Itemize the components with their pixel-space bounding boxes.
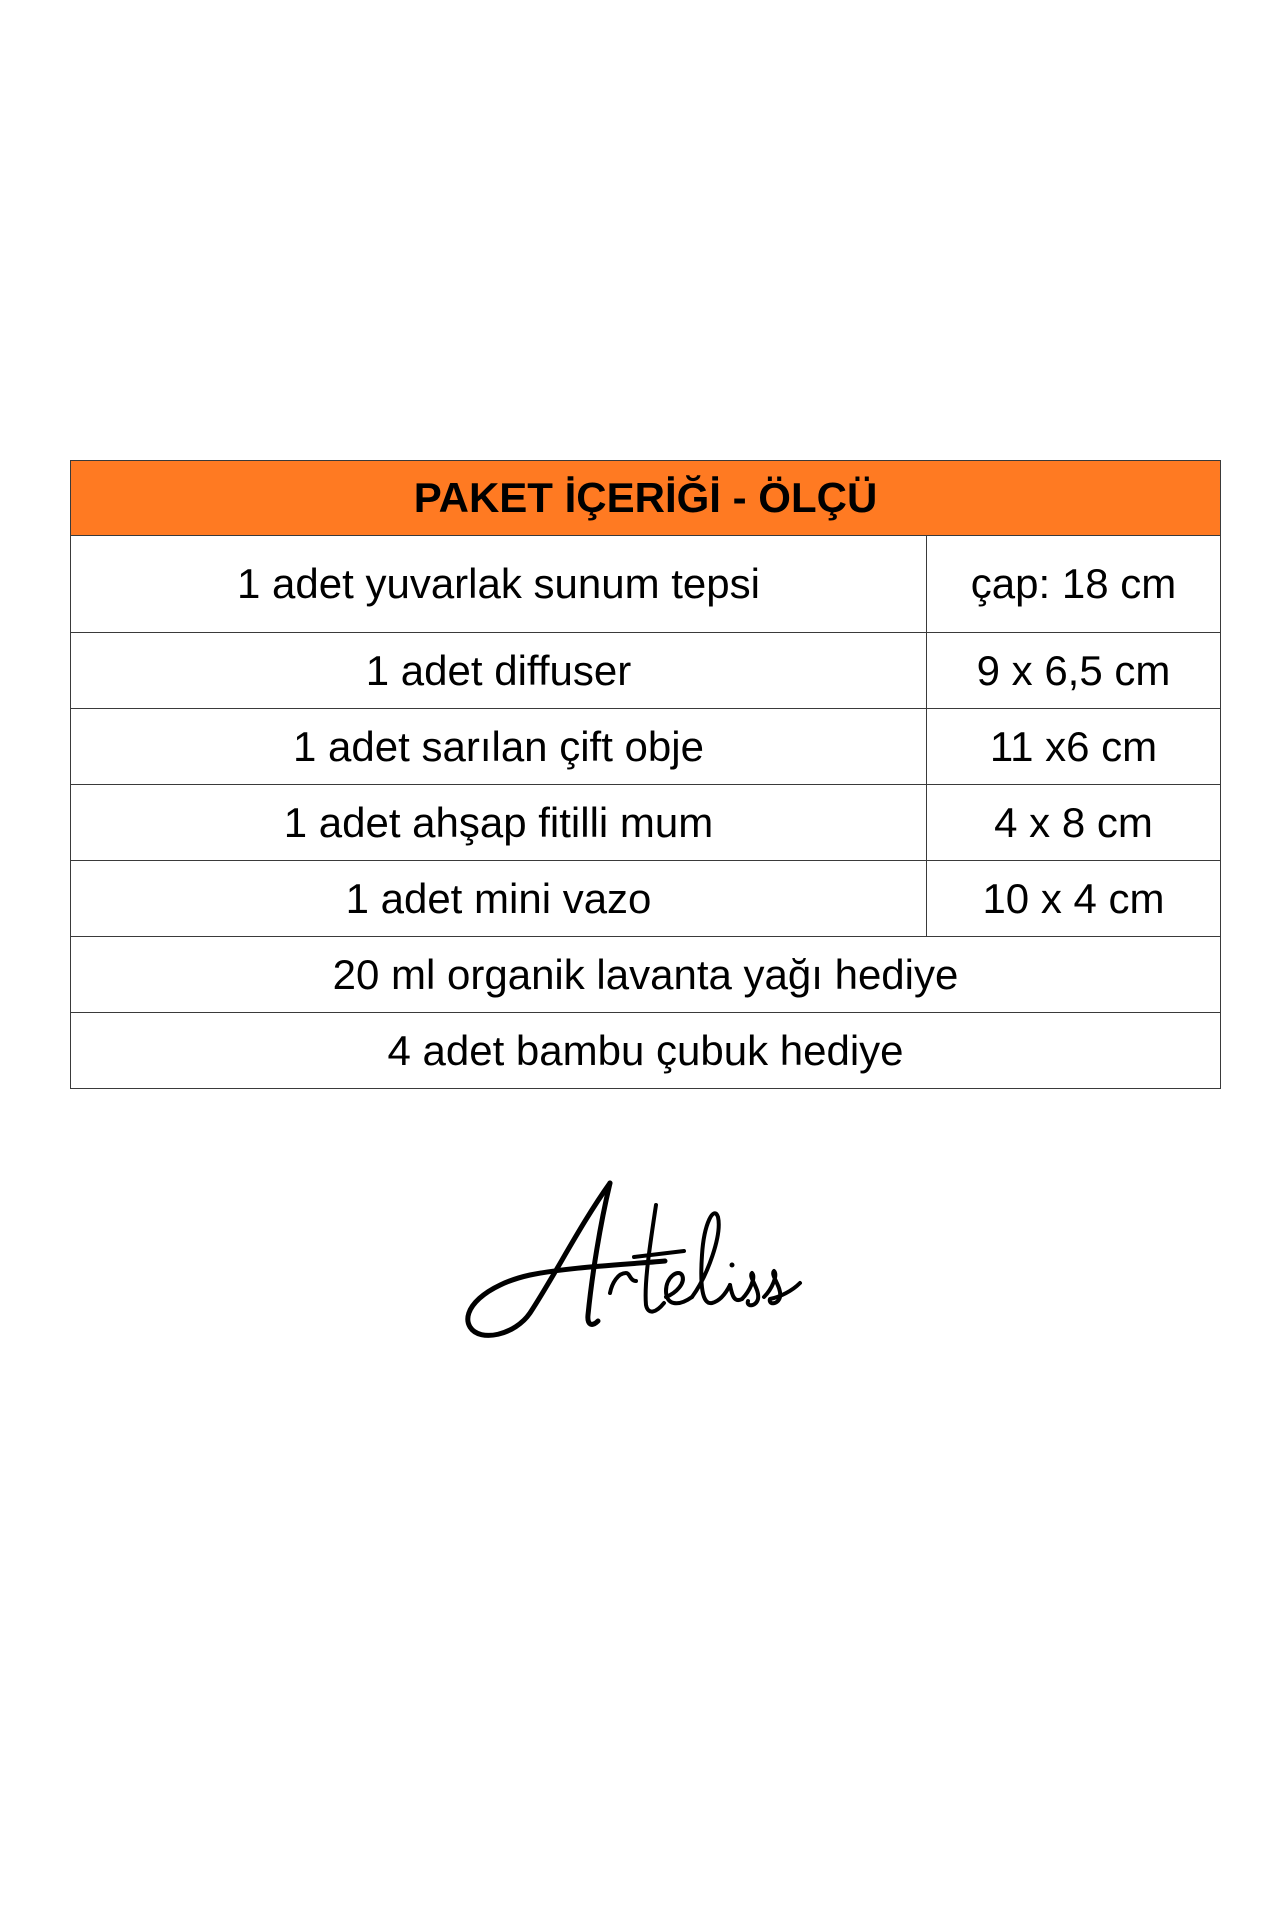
gift-cell: 20 ml organik lavanta yağı hediye bbox=[71, 937, 1221, 1013]
size-cell: çap: 18 cm bbox=[927, 536, 1221, 633]
arteliss-signature-logo bbox=[460, 1165, 820, 1345]
table-row bbox=[71, 633, 1221, 709]
item-cell: 1 adet yuvarlak sunum tepsi bbox=[71, 536, 927, 633]
table-row bbox=[71, 861, 1221, 937]
item-cell: 1 adet ahşap fitilli mum bbox=[71, 785, 927, 861]
table-title: PAKET İÇERİĞİ - ÖLÇÜ bbox=[71, 461, 1221, 536]
table-row bbox=[71, 709, 1221, 785]
item-cell: 1 adet diffuser bbox=[71, 633, 927, 709]
table-row bbox=[71, 785, 1221, 861]
gift-row bbox=[71, 937, 1221, 1013]
gift-cell: 4 adet bambu çubuk hediye bbox=[71, 1013, 1221, 1089]
package-contents-table bbox=[70, 460, 1221, 1089]
size-cell: 10 x 4 cm bbox=[927, 861, 1221, 937]
item-cell: 1 adet sarılan çift obje bbox=[71, 709, 927, 785]
size-cell: 9 x 6,5 cm bbox=[927, 633, 1221, 709]
size-cell: 11 x6 cm bbox=[927, 709, 1221, 785]
table-row bbox=[71, 536, 1221, 633]
table-header-row bbox=[71, 461, 1221, 536]
gift-row bbox=[71, 1013, 1221, 1089]
item-cell: 1 adet mini vazo bbox=[71, 861, 927, 937]
size-cell: 4 x 8 cm bbox=[927, 785, 1221, 861]
